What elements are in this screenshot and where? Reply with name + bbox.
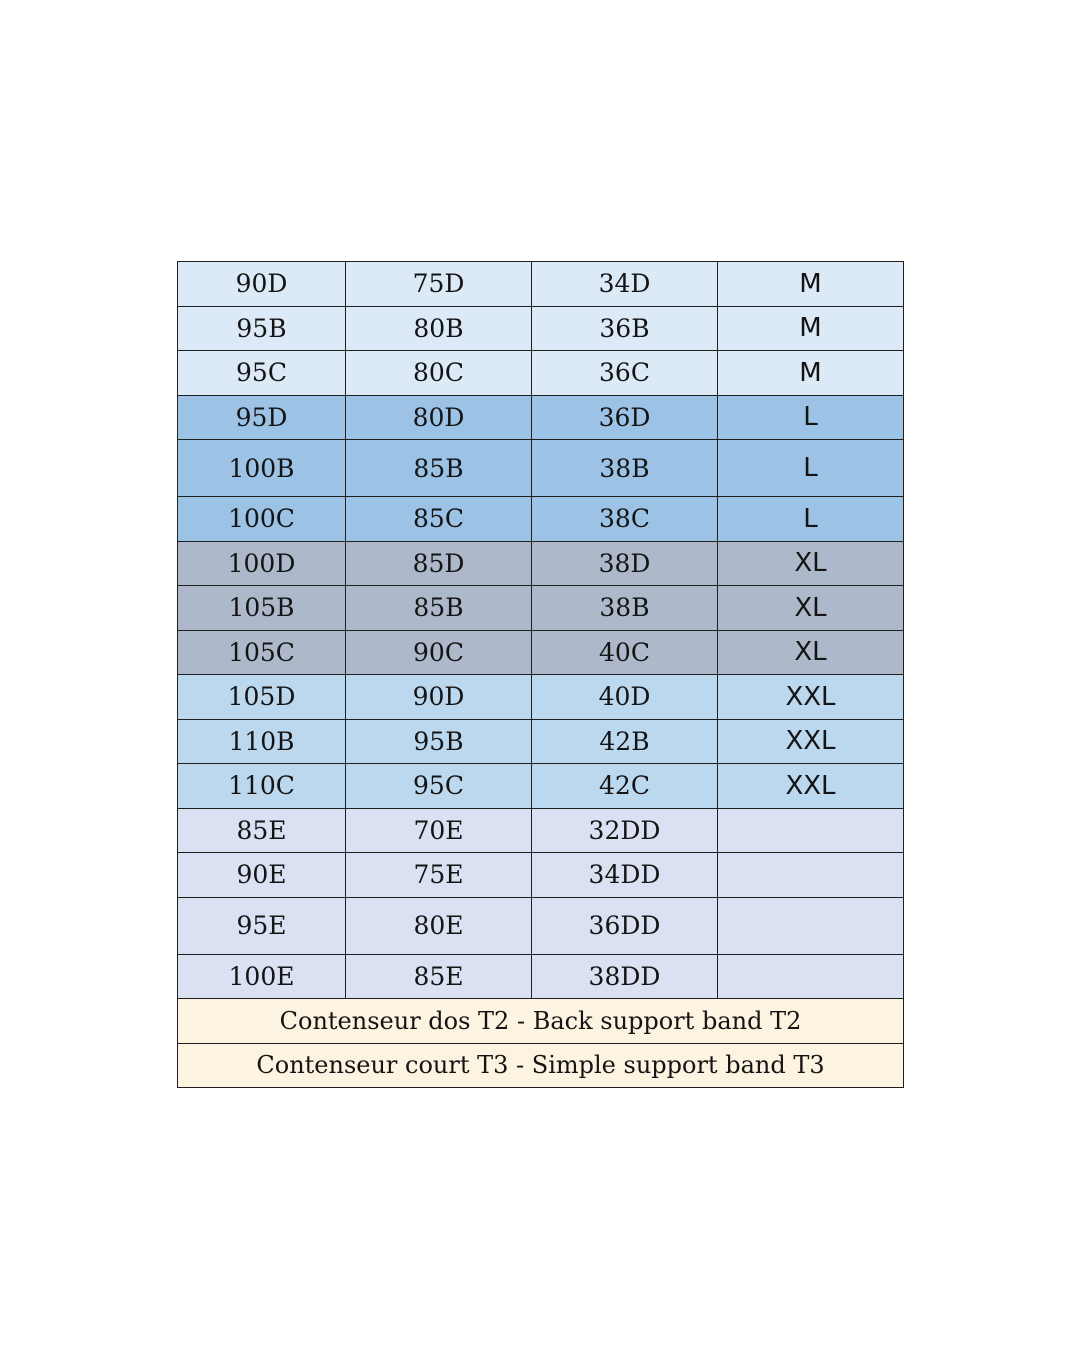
fr-size-cell: 80B [346,306,532,351]
note-row [178,999,904,1044]
fr-size-cell: 85D [346,541,532,586]
support-band-note: Contenseur dos T2 - Back support band T2 [178,999,904,1044]
eu-size-cell: 100B [178,440,346,497]
us-size-cell: 36D [532,395,718,440]
table-row [178,395,904,440]
letter-size-cell: XL [718,630,904,675]
letter-size-cell [718,808,904,853]
letter-size-cell: M [718,351,904,396]
table-row [178,497,904,542]
us-size-cell: 42C [532,764,718,809]
us-size-cell: 42B [532,719,718,764]
fr-size-cell: 80E [346,897,532,954]
eu-size-cell: 100C [178,497,346,542]
letter-size-cell: XXL [718,675,904,720]
fr-size-cell: 85B [346,586,532,631]
letter-size-cell: XXL [718,719,904,764]
table-row [178,262,904,307]
us-size-cell: 38DD [532,954,718,999]
fr-size-cell: 75D [346,262,532,307]
us-size-cell: 36C [532,351,718,396]
table-row [178,808,904,853]
eu-size-cell: 105B [178,586,346,631]
support-band-note: Contenseur court T3 - Simple support band T3 [178,1043,904,1088]
table-row [178,541,904,586]
letter-size-cell: XL [718,586,904,631]
letter-size-cell: L [718,440,904,497]
fr-size-cell: 95B [346,719,532,764]
eu-size-cell: 95E [178,897,346,954]
eu-size-cell: 90E [178,853,346,898]
fr-size-cell: 85E [346,954,532,999]
eu-size-cell: 95B [178,306,346,351]
eu-size-cell: 100E [178,954,346,999]
us-size-cell: 38C [532,497,718,542]
table-row [178,351,904,396]
table-row [178,306,904,351]
letter-size-cell: XXL [718,764,904,809]
note-row [178,1043,904,1088]
fr-size-cell: 80C [346,351,532,396]
us-size-cell: 40D [532,675,718,720]
letter-size-cell: L [718,497,904,542]
table-row [178,675,904,720]
size-chart-table [177,261,904,1088]
eu-size-cell: 110B [178,719,346,764]
fr-size-cell: 75E [346,853,532,898]
size-chart-body [178,262,904,1088]
letter-size-cell [718,954,904,999]
eu-size-cell: 95C [178,351,346,396]
us-size-cell: 34DD [532,853,718,898]
eu-size-cell: 85E [178,808,346,853]
fr-size-cell: 70E [346,808,532,853]
us-size-cell: 34D [532,262,718,307]
us-size-cell: 36B [532,306,718,351]
letter-size-cell [718,853,904,898]
fr-size-cell: 80D [346,395,532,440]
fr-size-cell: 95C [346,764,532,809]
us-size-cell: 32DD [532,808,718,853]
eu-size-cell: 105C [178,630,346,675]
letter-size-cell: L [718,395,904,440]
letter-size-cell: XL [718,541,904,586]
table-row [178,897,904,954]
table-row [178,764,904,809]
fr-size-cell: 85B [346,440,532,497]
us-size-cell: 38B [532,440,718,497]
table-row [178,719,904,764]
eu-size-cell: 100D [178,541,346,586]
fr-size-cell: 85C [346,497,532,542]
us-size-cell: 36DD [532,897,718,954]
eu-size-cell: 90D [178,262,346,307]
eu-size-cell: 105D [178,675,346,720]
us-size-cell: 40C [532,630,718,675]
letter-size-cell: M [718,262,904,307]
table-row [178,440,904,497]
fr-size-cell: 90D [346,675,532,720]
table-row [178,954,904,999]
eu-size-cell: 110C [178,764,346,809]
letter-size-cell [718,897,904,954]
table-row [178,586,904,631]
letter-size-cell: M [718,306,904,351]
us-size-cell: 38D [532,541,718,586]
us-size-cell: 38B [532,586,718,631]
table-row [178,853,904,898]
fr-size-cell: 90C [346,630,532,675]
eu-size-cell: 95D [178,395,346,440]
table-row [178,630,904,675]
